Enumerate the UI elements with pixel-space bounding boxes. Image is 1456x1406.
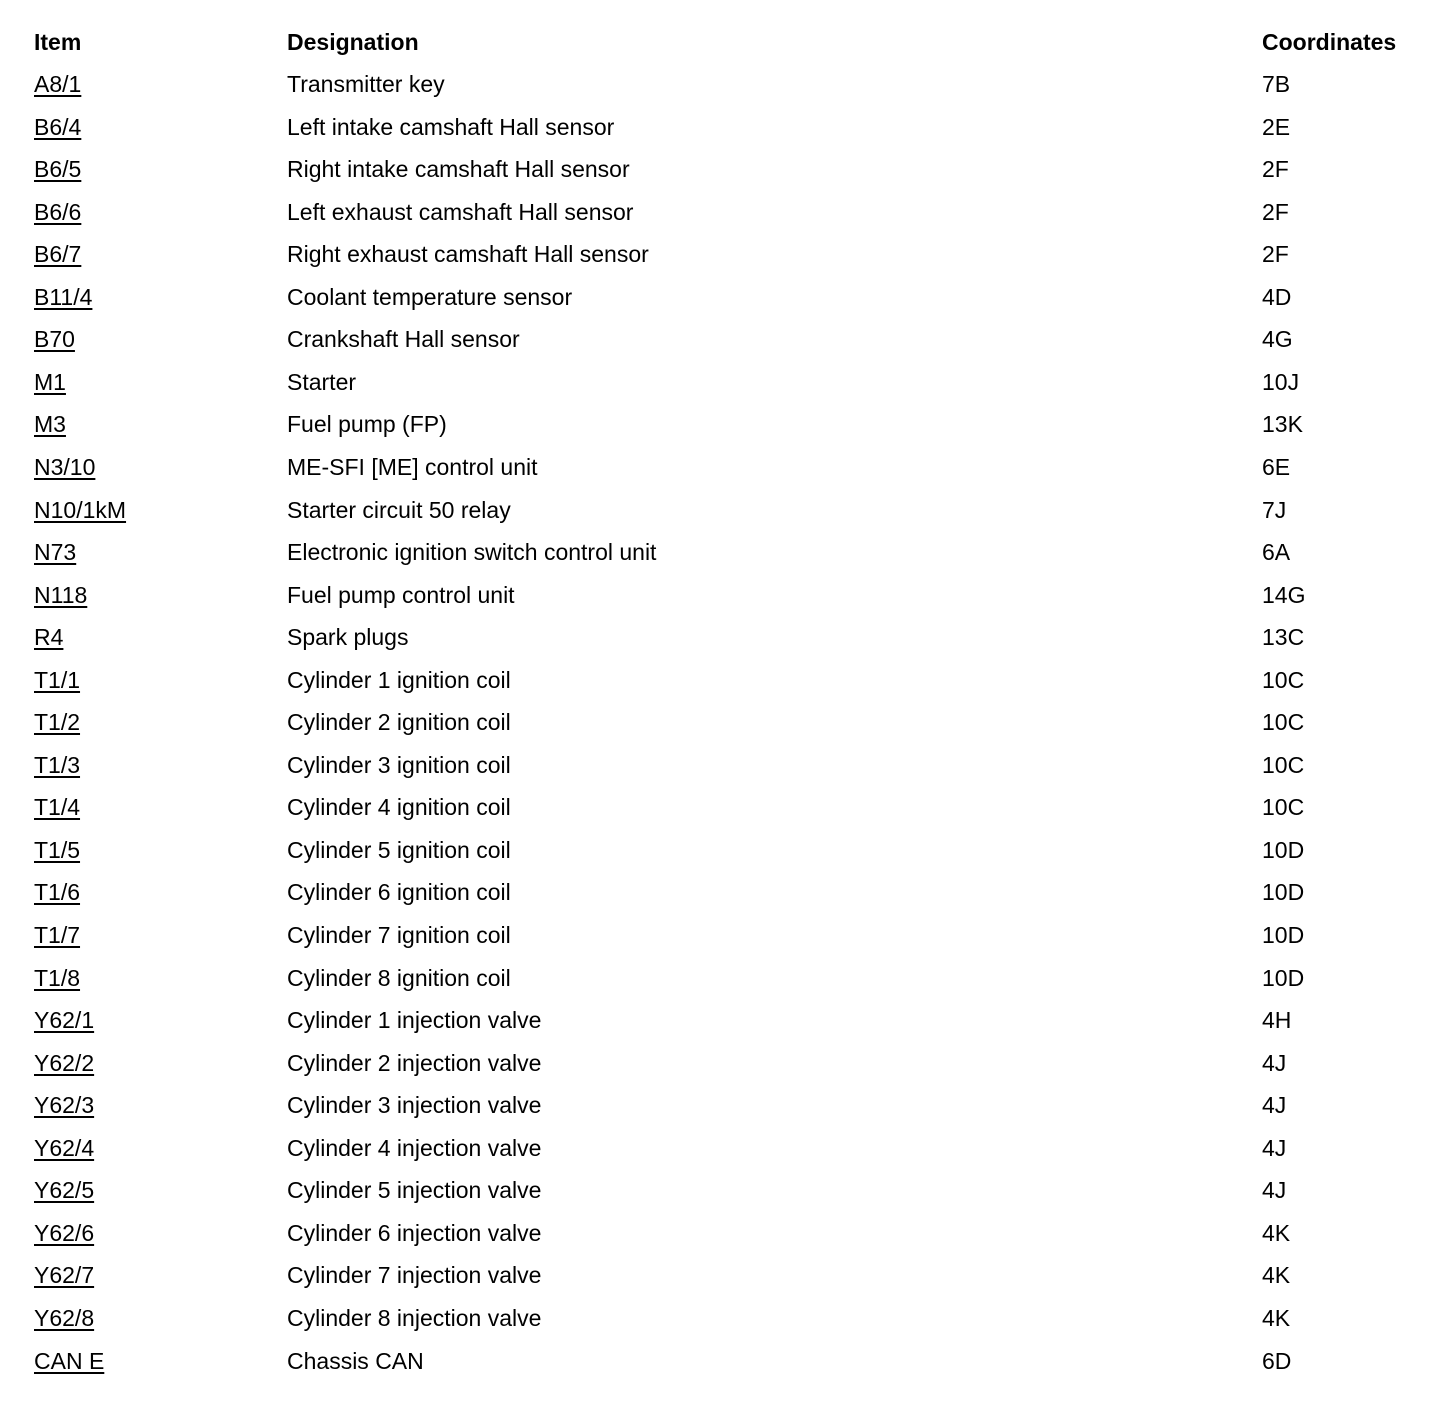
- header-item: Item: [34, 29, 82, 55]
- item-link[interactable]: B6/7: [34, 241, 82, 267]
- designation-text: Coolant temperature sensor: [287, 284, 573, 310]
- designation-text: Left exhaust camshaft Hall sensor: [287, 199, 634, 225]
- coordinates-text: 6D: [1262, 1348, 1292, 1374]
- coordinates-text: 13K: [1262, 411, 1303, 437]
- legend-row: [0, 829, 1456, 871]
- item-link[interactable]: Y62/5: [34, 1177, 95, 1203]
- designation-text: Spark plugs: [287, 624, 409, 650]
- header-coordinates: Coordinates: [1262, 29, 1397, 55]
- item-link[interactable]: Y62/3: [34, 1092, 95, 1118]
- coordinates-text: 10C: [1262, 794, 1305, 820]
- coordinates-text: 7J: [1262, 497, 1287, 523]
- designation-text: Left intake camshaft Hall sensor: [287, 114, 615, 140]
- item-link[interactable]: B11/4: [34, 284, 93, 310]
- item-link[interactable]: Y62/4: [34, 1135, 95, 1161]
- item-link[interactable]: B6/6: [34, 199, 82, 225]
- designation-text: Electronic ignition switch control unit: [287, 539, 657, 565]
- item-link[interactable]: T1/3: [34, 752, 81, 778]
- item-link[interactable]: T1/2: [34, 709, 81, 735]
- legend-row: [0, 1340, 1456, 1382]
- legend-row: [0, 914, 1456, 956]
- legend-row: [0, 106, 1456, 148]
- legend-header-row: [0, 21, 1456, 63]
- legend-row: [0, 701, 1456, 743]
- designation-text: Cylinder 1 ignition coil: [287, 667, 511, 693]
- designation-text: ME-SFI [ME] control unit: [287, 454, 538, 480]
- coordinates-text: 2F: [1262, 156, 1289, 182]
- coordinates-text: 10C: [1262, 709, 1305, 735]
- designation-text: Cylinder 7 ignition coil: [287, 922, 511, 948]
- legend-row: [0, 1254, 1456, 1296]
- item-link[interactable]: M3: [34, 411, 66, 437]
- designation-text: Cylinder 6 injection valve: [287, 1220, 542, 1246]
- item-link[interactable]: Y62/7: [34, 1262, 95, 1288]
- designation-text: Cylinder 3 injection valve: [287, 1092, 542, 1118]
- coordinates-text: 14G: [1262, 582, 1306, 608]
- legend-row: [0, 1169, 1456, 1211]
- legend-row: [0, 871, 1456, 913]
- coordinates-text: 2E: [1262, 114, 1291, 140]
- legend-row: [0, 659, 1456, 701]
- coordinates-text: 10D: [1262, 837, 1305, 863]
- legend-row: [0, 318, 1456, 360]
- designation-text: Cylinder 6 ignition coil: [287, 879, 511, 905]
- item-link[interactable]: Y62/8: [34, 1305, 95, 1331]
- item-link[interactable]: B6/4: [34, 114, 82, 140]
- designation-text: Cylinder 5 injection valve: [287, 1177, 542, 1203]
- legend-row: [0, 1212, 1456, 1254]
- legend-row: [0, 148, 1456, 190]
- item-link[interactable]: T1/7: [34, 922, 81, 948]
- legend-row: [0, 63, 1456, 105]
- item-link[interactable]: R4: [34, 624, 64, 650]
- item-link[interactable]: B70: [34, 326, 75, 352]
- designation-text: Cylinder 7 injection valve: [287, 1262, 542, 1288]
- coordinates-text: 4H: [1262, 1007, 1292, 1033]
- coordinates-text: 10C: [1262, 667, 1305, 693]
- coordinates-text: 4J: [1262, 1177, 1287, 1203]
- coordinates-text: 2F: [1262, 199, 1289, 225]
- item-link[interactable]: M1: [34, 369, 66, 395]
- legend-row: [0, 446, 1456, 488]
- designation-text: Transmitter key: [287, 71, 445, 97]
- legend-row: [0, 616, 1456, 658]
- item-link[interactable]: N10/1kM: [34, 497, 127, 523]
- item-link[interactable]: N118: [34, 582, 88, 608]
- item-link[interactable]: N73: [34, 539, 77, 565]
- legend-row: [0, 1297, 1456, 1339]
- item-link[interactable]: CAN E: [34, 1348, 105, 1374]
- legend-row: [0, 999, 1456, 1041]
- designation-text: Cylinder 8 ignition coil: [287, 965, 511, 991]
- coordinates-text: 4K: [1262, 1220, 1291, 1246]
- legend-row: [0, 1127, 1456, 1169]
- item-link[interactable]: T1/1: [34, 667, 81, 693]
- legend-row: [0, 233, 1456, 275]
- legend-row: [0, 786, 1456, 828]
- item-link[interactable]: T1/4: [34, 794, 81, 820]
- item-link[interactable]: B6/5: [34, 156, 82, 182]
- designation-text: Fuel pump (FP): [287, 411, 447, 437]
- coordinates-text: 4G: [1262, 326, 1293, 352]
- coordinates-text: 4J: [1262, 1092, 1287, 1118]
- item-link[interactable]: T1/6: [34, 879, 81, 905]
- item-link[interactable]: T1/5: [34, 837, 81, 863]
- coordinates-text: 2F: [1262, 241, 1289, 267]
- coordinates-text: 10D: [1262, 879, 1305, 905]
- designation-text: Chassis CAN: [287, 1348, 424, 1374]
- coordinates-text: 10D: [1262, 922, 1305, 948]
- coordinates-text: 13C: [1262, 624, 1305, 650]
- designation-text: Cylinder 1 injection valve: [287, 1007, 542, 1033]
- item-link[interactable]: Y62/6: [34, 1220, 95, 1246]
- legend-row: [0, 1084, 1456, 1126]
- item-link[interactable]: Y62/1: [34, 1007, 95, 1033]
- designation-text: Right intake camshaft Hall sensor: [287, 156, 630, 182]
- legend-row: [0, 403, 1456, 445]
- legend-row: [0, 744, 1456, 786]
- coordinates-text: 6E: [1262, 454, 1291, 480]
- legend-row: [0, 574, 1456, 616]
- legend-row: [0, 361, 1456, 403]
- coordinates-text: 4J: [1262, 1050, 1287, 1076]
- item-link[interactable]: T1/8: [34, 965, 81, 991]
- coordinates-text: 10D: [1262, 965, 1305, 991]
- legend-row: [0, 489, 1456, 531]
- coordinates-text: 10C: [1262, 752, 1305, 778]
- designation-text: Cylinder 4 injection valve: [287, 1135, 542, 1161]
- coordinates-text: 4K: [1262, 1262, 1291, 1288]
- designation-text: Starter circuit 50 relay: [287, 497, 511, 523]
- designation-text: Starter: [287, 369, 357, 395]
- designation-text: Cylinder 8 injection valve: [287, 1305, 542, 1331]
- legend-row: [0, 957, 1456, 999]
- designation-text: Cylinder 2 ignition coil: [287, 709, 511, 735]
- coordinates-text: 4J: [1262, 1135, 1287, 1161]
- designation-text: Cylinder 5 ignition coil: [287, 837, 511, 863]
- coordinates-text: 7B: [1262, 71, 1291, 97]
- legend-row: [0, 1042, 1456, 1084]
- item-link[interactable]: A8/1: [34, 71, 82, 97]
- designation-text: Cylinder 2 injection valve: [287, 1050, 542, 1076]
- designation-text: Fuel pump control unit: [287, 582, 515, 608]
- coordinates-text: 10J: [1262, 369, 1300, 395]
- designation-text: Cylinder 4 ignition coil: [287, 794, 511, 820]
- legend-row: [0, 276, 1456, 318]
- item-link[interactable]: Y62/2: [34, 1050, 95, 1076]
- legend-row: [0, 191, 1456, 233]
- designation-text: Right exhaust camshaft Hall sensor: [287, 241, 649, 267]
- designation-text: Crankshaft Hall sensor: [287, 326, 520, 352]
- coordinates-text: 6A: [1262, 539, 1291, 565]
- coordinates-text: 4K: [1262, 1305, 1291, 1331]
- legend-row: [0, 531, 1456, 573]
- header-designation: Designation: [287, 29, 419, 55]
- item-link[interactable]: N3/10: [34, 454, 96, 480]
- designation-text: Cylinder 3 ignition coil: [287, 752, 511, 778]
- coordinates-text: 4D: [1262, 284, 1292, 310]
